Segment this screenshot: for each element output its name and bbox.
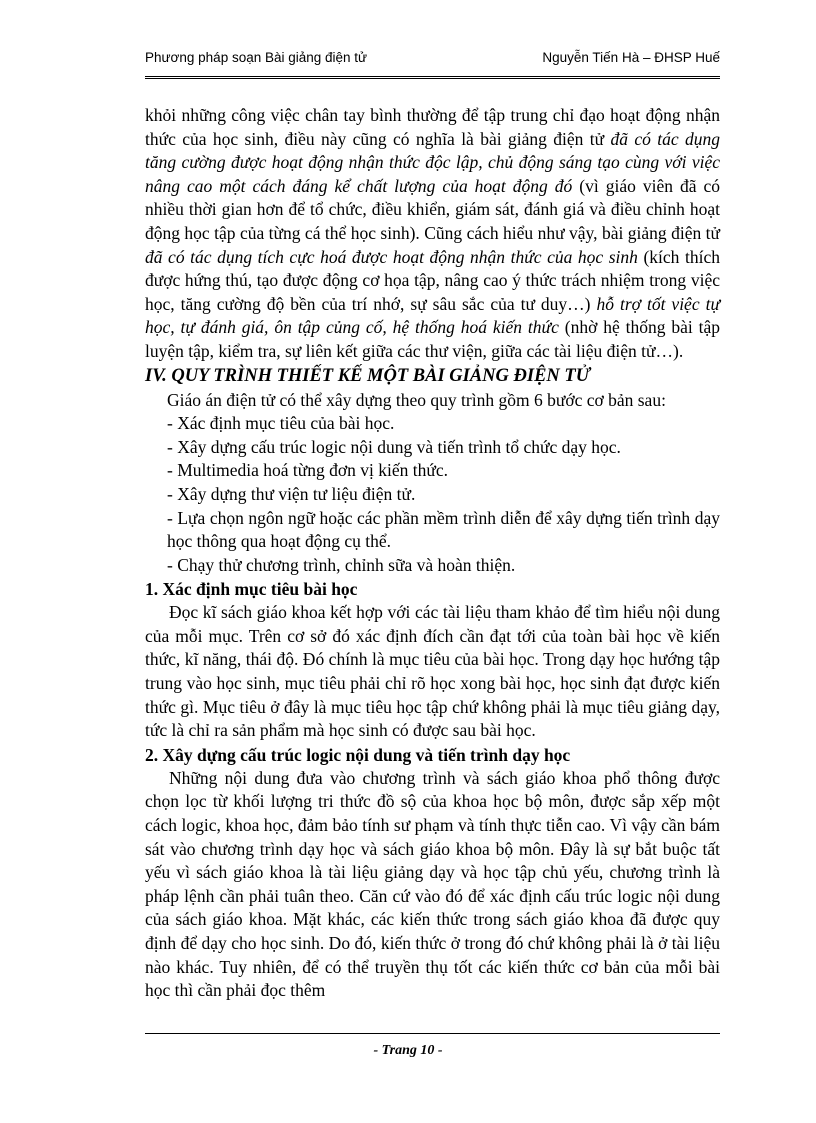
step-item: - Xây dựng thư viện tư liệu điện tử. (167, 483, 416, 504)
section-heading: IV. QUY TRÌNH THIẾT KẾ MỘT BÀI GIẢNG ĐIỆN TỬ (145, 365, 591, 386)
subsection-heading: 1. Xác định mục tiêu bài học (145, 579, 358, 600)
header-author: Nguyễn Tiến Hà – ĐHSP Huế (542, 50, 720, 65)
running-header (145, 50, 720, 74)
header-rule-double (145, 78, 720, 79)
page-number: - Trang 10 - (373, 1043, 443, 1058)
subsection-body: Những nội dung đưa vào chương trình và sách giáo khoa phổ thông được chọn lọc từ khối lượng tri thức đồ sộ của khoa học bộ môn, được sắp xếp một cách logic, khoa học, đảm bảo tính sư phạm và tính thực tiễn cao. Vì vậy cần bám sát vào chương trình dạy học và sách giáo khoa bộ môn. Đây là sự bắt buộc tất yếu vì sách giáo khoa là tài liệu giảng dạy và học tập chủ yếu, chương trình là pháp lệnh cần phải tuân theo. Căn cứ vào đó để xác định cấu trúc logic nội dung của sách giáo khoa. Mặt khác, các kiến thức trong sách giáo khoa đã được quy định để dạy cho học sinh. Do đó, kiến thức ở trong đó chứ không phải là ở tài liệu nào khác. Tuy nhiên, để có thể truyền thụ tốt các kiến thức cơ bản của mỗi bài học thì cần phải đọc thêm (145, 767, 720, 1001)
text-run: (nhờ hệ thống bài tập luyện tập, kiểm tra, sự liên kết giữa các thư viện, giữa các tài liệu điện tử…). (145, 317, 720, 361)
page-body (145, 104, 720, 1003)
footer-rule (145, 1033, 720, 1034)
text-run: khỏi những công việc chân tay bình thường để tập trung chỉ đạo hoạt động nhận thức của học sinh, điều này cũng có nghĩa là bài giảng điện tử (145, 105, 720, 149)
header-title: Phương pháp soạn Bài giảng điện tử (145, 50, 368, 65)
paragraph-continuation (145, 104, 720, 364)
subsection-body: Đọc kĩ sách giáo khoa kết hợp với các tài liệu tham khảo để tìm hiểu nội dung của mỗi mục. Trên cơ sở đó xác định đích cần đạt tới của toàn bài học về kiến thức, kĩ năng, thái độ. Đó chính là mục tiêu của bài học. Trong dạy học hướng tập trung vào học sinh, mục tiêu phải chỉ rõ học xong bài học, học sinh đạt được kiến thức gì. Mục tiêu ở đây là mục tiêu học tập chứ không phải là mục tiêu giảng dạy, tức là chỉ ra sản phẩm mà học sinh có được sau bài học. (145, 602, 720, 741)
subsection-heading: 2. Xây dựng cấu trúc logic nội dung và tiến trình dạy học (145, 744, 571, 765)
italic-run: đã có tác dụng tích cực hoá được hoạt động nhận thức của học sinh (145, 246, 638, 267)
italic-run: đã có tác dụng tăng cường được hoạt động nhận thức độc lập, chủ động sáng tạo cùng với việc nâng cao một cách đáng kể chất lượng của hoạt động đó (145, 128, 721, 196)
section-intro: Giáo án điện tử có thể xây dựng theo quy trình gồm 6 bước cơ bản sau: (167, 389, 666, 410)
step-item: - Chạy thử chương trình, chỉnh sữa và hoàn thiện. (167, 554, 516, 575)
step-item: - Xác định mục tiêu của bài học. (167, 413, 395, 434)
step-item: - Lựa chọn ngôn ngữ hoặc các phần mềm trình diễn để xây dựng tiến trình dạy học thông qua hoạt động cụ thể. (167, 507, 720, 552)
text-run: (vì giáo viên đã có nhiều thời gian hơn để tổ chức, điều khiển, giám sát, đánh giá và điều chỉnh hoạt động học tập của từng cá thể học sinh). Cũng cách hiểu như vậy, bài giảng điện tử (145, 175, 721, 243)
italic-run: hỗ trợ tốt việc tự học, tự đánh giá, ôn tập củng cố, hệ thống hoá kiến thức (145, 293, 720, 338)
step-item: - Multimedia hoá từng đơn vị kiến thức. (167, 460, 448, 481)
text-run: (kích thích được hứng thú, tạo được động cơ họa tập, nâng cao ý thức trách nhiệm trong việc học, tăng cường độ bền của trí nhớ, sự sâu sắc của tư duy…) (145, 246, 720, 314)
step-item: - Xây dựng cấu trúc logic nội dung và tiến trình tổ chức dạy học. (167, 436, 621, 457)
header-rule (145, 76, 720, 77)
